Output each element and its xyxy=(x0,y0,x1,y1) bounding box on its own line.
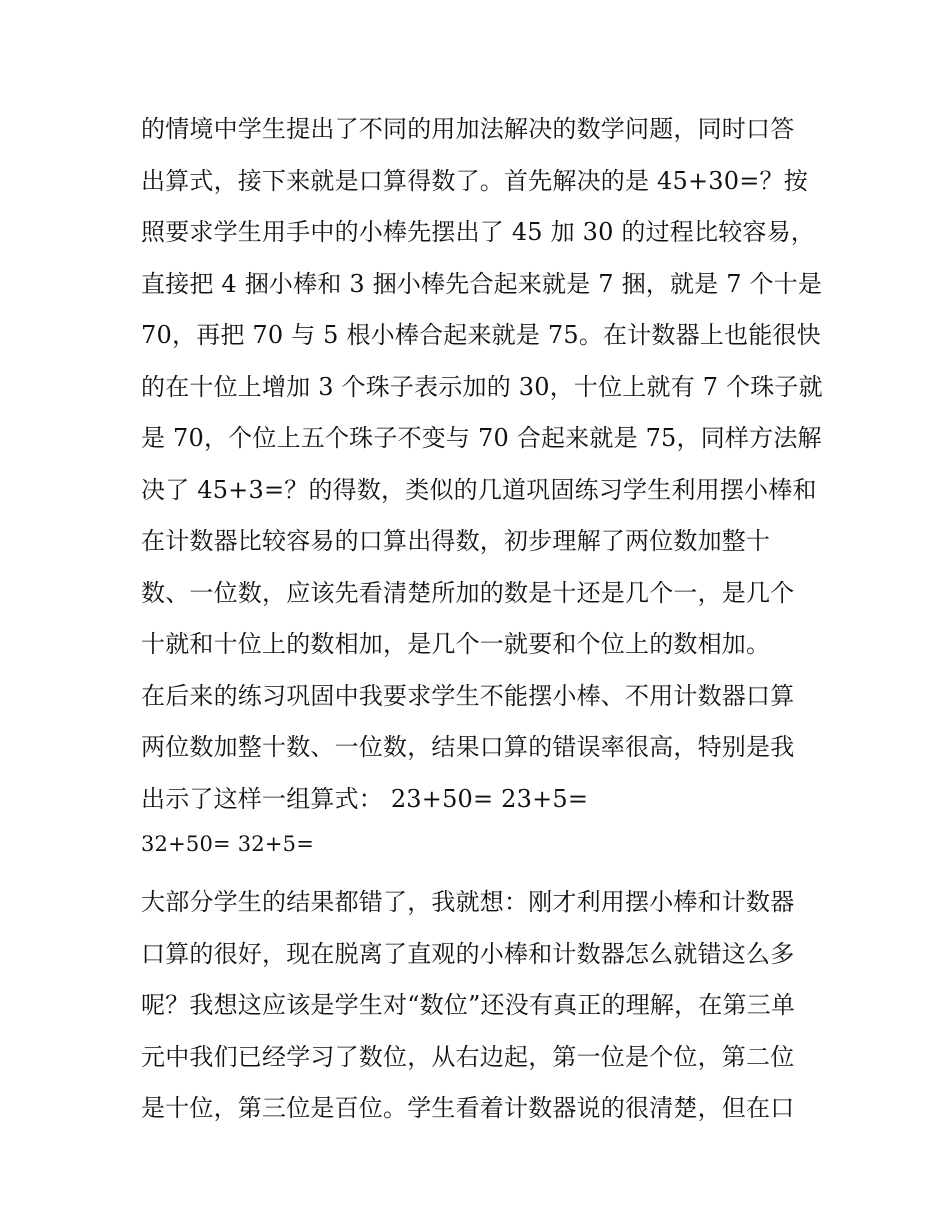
text-line: 70，再把 70 与 5 根小棒合起来就是 75。在计数器上也能很快 xyxy=(141,321,821,349)
text-line: 口算的很好，现在脱离了直观的小棒和计数器怎么就错这么多 xyxy=(141,939,795,968)
body-text xyxy=(141,104,821,1135)
text-line: 元中我们已经学习了数位，从右边起，第一位是个位，第二位 xyxy=(141,1042,795,1071)
text-line: 呢？我想这应该是学生对“数位”还没有真正的理解，在第三单 xyxy=(141,991,796,1019)
text-line: 数、一位数，应该先看清楚所加的数是十还是几个一，是几个 xyxy=(141,578,795,607)
text-line: 是十位，第三位是百位。学生看着计数器说的很清楚，但在口 xyxy=(141,1094,795,1122)
text-line: 十就和十位上的数相加，是几个一就要和个位上的数相加。 xyxy=(141,630,771,658)
text-line: 决了 45+3=？的得数，类似的几道巩固练习学生利用摆小棒和 xyxy=(141,475,817,504)
text-line: 两位数加整十数、一位数，结果口算的错误率很高，特别是我 xyxy=(141,733,795,761)
text-line: 出算式，接下来就是口算得数了。首先解决的是 45+30=？按 xyxy=(141,166,808,195)
text-line: 是 70，个位上五个珠子不变与 70 合起来就是 75，同样方法解 xyxy=(141,424,822,452)
text-line: 在计数器比较容易的口算出得数，初步理解了两位数加整十 xyxy=(141,527,771,555)
text-line: 的情境中学生提出了不同的用加法解决的数学问题，同时口答 xyxy=(141,115,795,143)
text-line: 的在十位上增加 3 个珠子表示加的 30，十位上就有 7 个珠子就 xyxy=(141,372,823,401)
equation-line: 32+50= 32+5= xyxy=(141,832,314,856)
text-line: 在后来的练习巩固中我要求学生不能摆小棒、不用计数器口算 xyxy=(141,681,795,710)
text-line: 直接把 4 捆小棒和 3 捆小棒先合起来就是 7 捆，就是 7 个十是 xyxy=(141,269,823,298)
text-line: 大部分学生的结果都错了，我就想：刚才利用摆小棒和计数器 xyxy=(141,888,795,916)
text-line: 照要求学生用手中的小棒先摆出了 45 加 30 的过程比较容易， xyxy=(141,218,815,246)
equation-line: 出示了这样一组算式： 23+50= 23+5= xyxy=(141,784,589,813)
